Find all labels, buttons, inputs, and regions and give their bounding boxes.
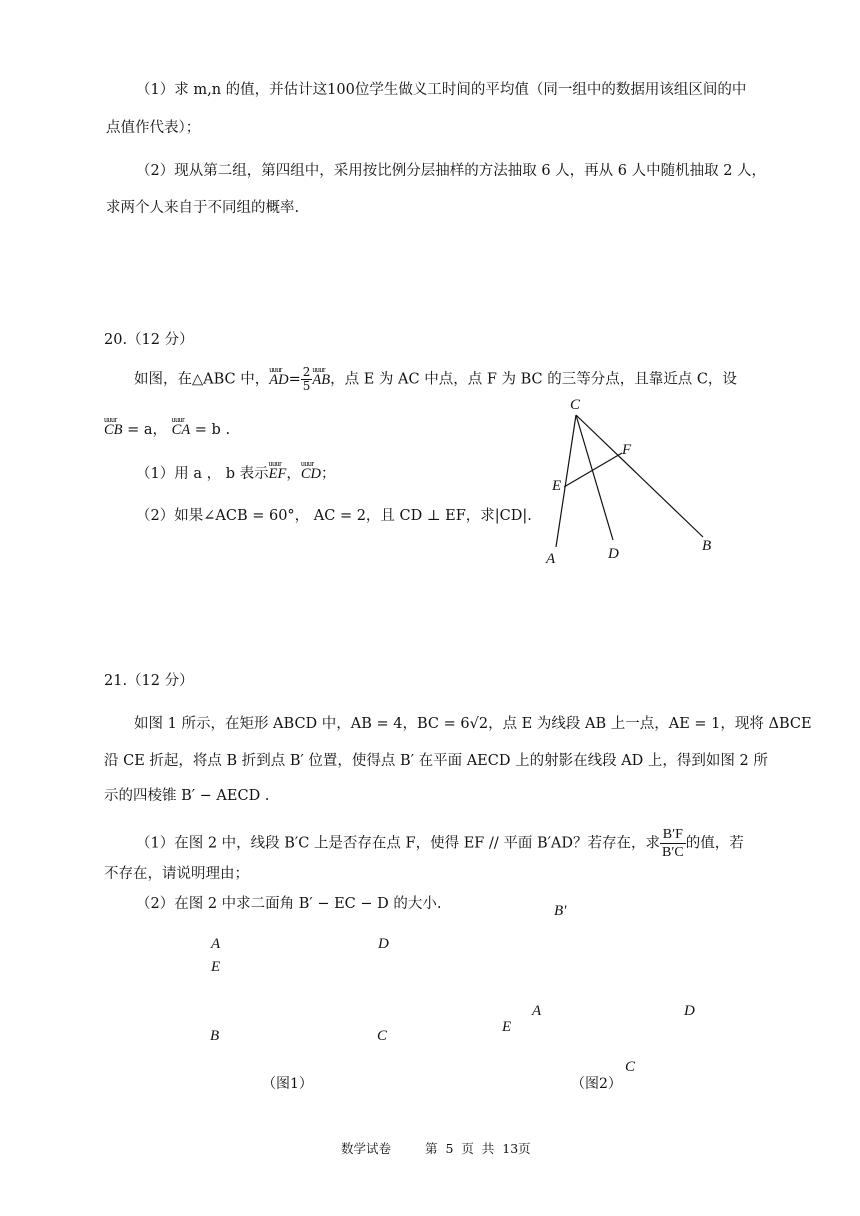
- fig2-label-Bprime: B': [554, 903, 567, 919]
- fig1-caption: （图1）: [262, 1076, 313, 1092]
- segment-CD: [576, 415, 613, 540]
- fig1-label-E: E: [211, 959, 221, 975]
- q21-header: 21.（12 分）: [104, 673, 194, 689]
- q21-part1-a: （1）在图 2 中，线段 B′C 上是否存在点 F，使得 EF // 平面 B′AD？若存在，求: [136, 835, 660, 852]
- vector-AD: uuur AD: [269, 370, 288, 390]
- vector-CB: uuur CB: [104, 420, 123, 440]
- fig1-label-A: A: [211, 936, 221, 952]
- footer-subject: 数学试卷: [341, 1141, 392, 1156]
- vector-EF: uuur EF: [269, 464, 287, 484]
- label-F: F: [622, 442, 632, 458]
- q21-stem-line1: 如图 1 所示，在矩形 ABCD 中，AB = 4，BC = 6√2，点 E 为线段 AB 上一点，AE = 1，现将 ΔBCE: [134, 716, 812, 732]
- q21-part1: [136, 826, 744, 861]
- q20-stem-line1: [134, 366, 737, 393]
- q20-stem-a: 如图，在△ABC 中，: [134, 371, 270, 388]
- label-D: D: [608, 546, 619, 562]
- q19-part1-line2: 点值作代表）；: [106, 120, 201, 136]
- label-B: B: [702, 538, 712, 554]
- q21-part1-line2: 不存在，请说明理由；: [104, 866, 249, 882]
- q21-part1-b: 的值，若: [685, 835, 744, 852]
- label-C: C: [570, 397, 581, 413]
- q20-part1-sep: ，: [286, 466, 301, 482]
- segment-EF: [564, 453, 622, 487]
- frac-den: 5: [302, 379, 311, 393]
- footer-page: 第 5 页 共 13页: [425, 1141, 531, 1156]
- frac-num: 2: [302, 365, 311, 379]
- fig2-label-E: E: [502, 1019, 512, 1035]
- fig2-label-D: D: [684, 1003, 695, 1019]
- q20-stem-b: ，点 E 为 AC 中点，点 F 为 BC 的三等分点，且靠近点 C，设: [330, 371, 737, 388]
- eq-b: = b .: [190, 422, 231, 438]
- vector-CD: uuur CD: [301, 464, 321, 484]
- label-A: A: [546, 551, 556, 567]
- fig1-label-C: C: [377, 1028, 388, 1044]
- vector-CA: uuur CA: [172, 420, 191, 440]
- q20-header: 20.（12 分）: [104, 332, 194, 348]
- q20-part1: [136, 464, 335, 484]
- q21-part2: （2）在图 2 中求二面角 B′ − EC − D 的大小.: [136, 896, 442, 912]
- q20-part1-end: ；: [320, 466, 336, 482]
- fig2-label-A: A: [532, 1003, 542, 1019]
- q21-stem-line2: 沿 CE 折起，将点 B 折到点 B′ 位置，使得点 B′ 在平面 AECD 上的射影在线段 AD 上，得到如图 2 所: [104, 753, 768, 769]
- q20-part1-a: （1）用 a ， b 表示: [136, 466, 269, 482]
- eq-a: = a，: [122, 422, 168, 438]
- fraction-2-5: [301, 366, 313, 393]
- q20-part2: （2）如果∠ACB = 60°， AC = 2，且 CD ⊥ EF，求|CD|.: [136, 508, 532, 524]
- segment-CB: [576, 415, 703, 537]
- frac-den-BC: B′C: [662, 845, 684, 860]
- vector-AB: uuur AB: [312, 370, 330, 390]
- fig2-label-C: C: [625, 1059, 636, 1075]
- q19-part2-line2: 求两个人来自于不同组的概率.: [106, 200, 300, 216]
- q19-part1-line1: （1）求 m,n 的值，并估计这100位学生做义工时间的平均值（同一组中的数据用该组区间的中: [136, 82, 747, 98]
- fig1-label-B: B: [210, 1028, 220, 1044]
- q20-stem-line2: [104, 420, 230, 440]
- frac-num-BF: B′F: [660, 826, 686, 844]
- q21-stem-line3: 示的四棱锥 B′ − AECD .: [104, 788, 270, 804]
- fig2-caption: （图2）: [571, 1076, 622, 1092]
- label-E: E: [552, 478, 562, 494]
- fraction-BF-BC: [660, 826, 686, 861]
- fig1-label-D: D: [378, 936, 389, 952]
- q20-eq: =: [288, 371, 301, 388]
- q19-part2-line1: （2）现从第二组，第四组中，采用按比例分层抽样的方法抽取 6 人，再从 6 人中随机抽取 2 人，: [136, 163, 767, 179]
